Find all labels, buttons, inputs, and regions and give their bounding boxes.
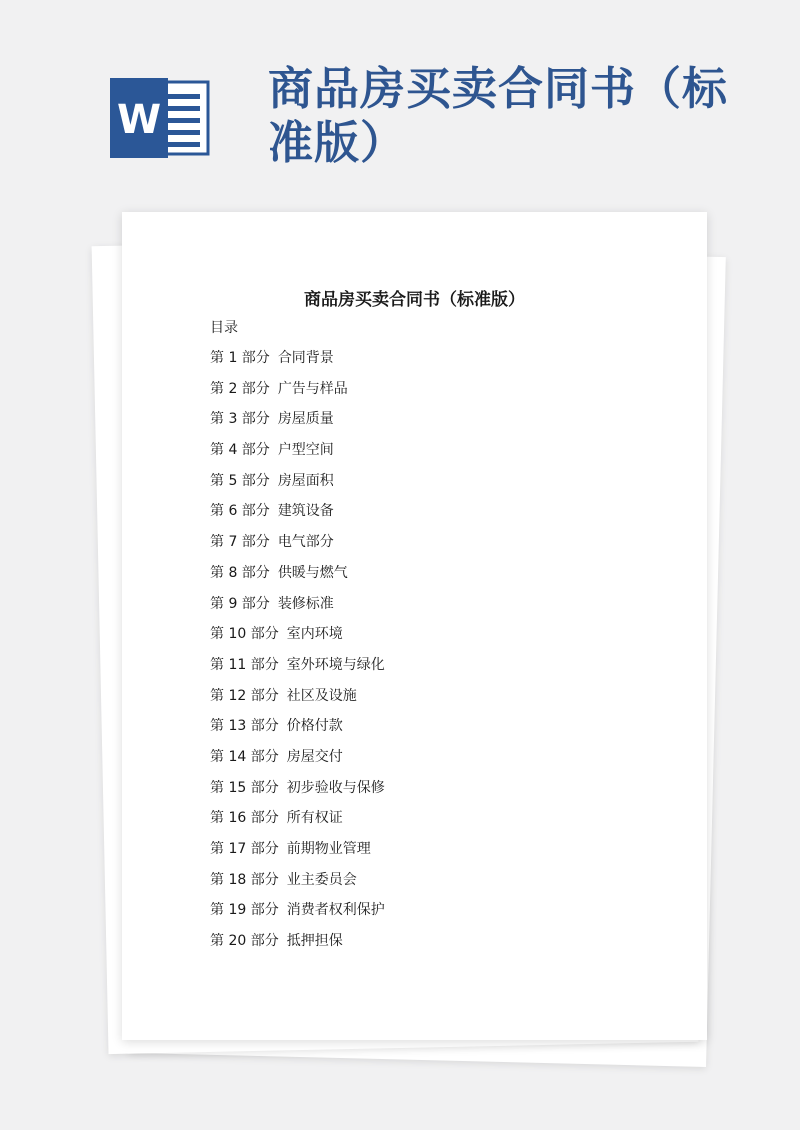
toc-item-name: 装修标准 [277, 595, 334, 612]
toc-item-number: 第 15 部分 [210, 779, 279, 796]
toc-item [210, 441, 385, 472]
toc-item-name: 消费者权利保护 [286, 902, 385, 919]
toc-item-number: 第 19 部分 [210, 902, 279, 919]
toc-item-name: 业主委员会 [286, 871, 357, 888]
toc-item [210, 901, 385, 932]
document-title: 商品房买卖合同书（标准版） [304, 290, 525, 310]
toc-item-name: 房屋交付 [286, 748, 343, 765]
toc-item-name: 初步验收与保修 [286, 779, 385, 796]
toc-item-name: 室内环境 [286, 626, 343, 643]
toc-item-number: 第 1 部分 [210, 350, 270, 366]
toc-item [210, 840, 385, 871]
toc-item-number: 第 11 部分 [210, 656, 279, 673]
toc-item [210, 502, 385, 533]
toc-item-number: 第 8 部分 [210, 564, 270, 581]
toc-item [210, 687, 385, 718]
document-page [122, 212, 707, 1040]
toc-item-number: 第 4 部分 [210, 442, 270, 459]
toc-item-number: 第 6 部分 [210, 503, 270, 520]
toc-item-number: 第 17 部分 [210, 841, 279, 857]
toc-item-number: 第 14 部分 [210, 748, 279, 765]
toc-item-number: 第 13 部分 [210, 718, 279, 735]
toc-item-name: 社区及设施 [286, 687, 357, 704]
toc-item-name: 所有权证 [286, 810, 343, 827]
word-logo-icon [110, 78, 210, 158]
toc-item [210, 410, 385, 441]
toc-item-name: 价格付款 [286, 718, 343, 735]
toc-item-number: 第 2 部分 [210, 380, 270, 397]
toc-item [210, 564, 385, 595]
toc-label: 目录 [210, 320, 238, 336]
toc-item [210, 595, 385, 626]
toc-item-name: 合同背景 [277, 350, 334, 366]
toc-item [210, 625, 385, 656]
toc-item-name: 抵押担保 [286, 933, 343, 950]
toc-item-number: 第 7 部分 [210, 534, 270, 551]
toc-item [210, 656, 385, 687]
toc-item [210, 779, 385, 810]
toc-item-name: 电气部分 [277, 534, 334, 551]
toc-item-number: 第 3 部分 [210, 411, 270, 428]
toc-list [210, 349, 385, 963]
toc-item [210, 349, 385, 380]
toc-item-number: 第 9 部分 [210, 595, 270, 612]
toc-item-number: 第 16 部分 [210, 810, 279, 827]
toc-item-number: 第 5 部分 [210, 472, 270, 489]
toc-item-number: 第 20 部分 [210, 933, 279, 950]
toc-item [210, 380, 385, 411]
toc-item-name: 房屋面积 [277, 472, 334, 489]
toc-item-number: 第 12 部分 [210, 687, 279, 704]
toc-item-name: 前期物业管理 [286, 841, 371, 857]
toc-item [210, 472, 385, 503]
toc-item-name: 供暖与燃气 [277, 564, 348, 581]
toc-item-name: 户型空间 [277, 442, 334, 459]
toc-item [210, 748, 385, 779]
toc-item-name: 建筑设备 [277, 503, 334, 520]
toc-item [210, 871, 385, 902]
logo-letter: W [116, 97, 162, 143]
toc-item [210, 809, 385, 840]
toc-item-number: 第 18 部分 [210, 871, 279, 888]
toc-item-name: 房屋质量 [277, 411, 334, 428]
header-title: 商品房买卖合同书（标准版） [268, 62, 729, 169]
toc-item-name: 广告与样品 [277, 380, 348, 397]
toc-item [210, 717, 385, 748]
toc-item [210, 932, 385, 963]
toc-item-name: 室外环境与绿化 [286, 656, 385, 673]
toc-item-number: 第 10 部分 [210, 626, 279, 643]
toc-item [210, 533, 385, 564]
